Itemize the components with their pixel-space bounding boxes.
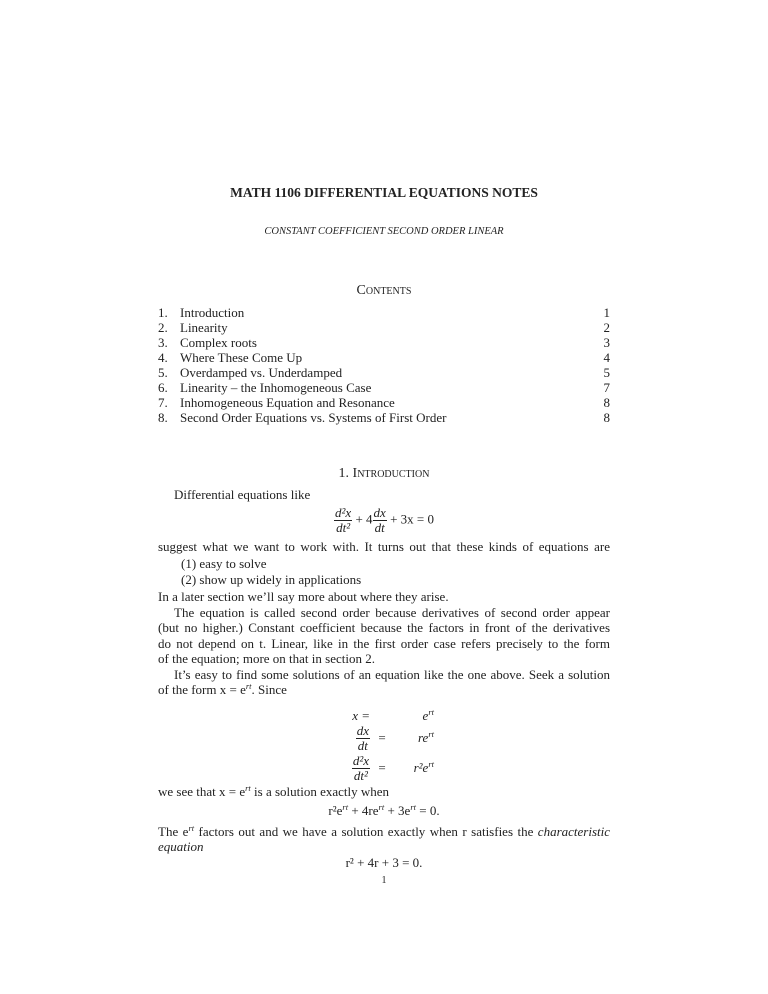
toc-entry[interactable] [158, 305, 610, 320]
toc-page: 4 [603, 349, 610, 365]
toc-label: Linearity [180, 319, 228, 335]
toc-page: 3 [603, 334, 610, 350]
denominator: dt [357, 737, 368, 753]
toc-label: Second Order Equations vs. Systems of First Order [180, 409, 447, 425]
numerator: dx [356, 722, 369, 738]
equation [158, 506, 610, 535]
toc-num: 1. [158, 304, 168, 320]
toc-entry[interactable] [158, 395, 610, 410]
equation-array [290, 708, 610, 783]
toc-num: 3. [158, 334, 168, 350]
paragraph-line: The equation is called second order because derivatives of second order appear [174, 604, 610, 620]
text: of the form x = e [158, 682, 246, 697]
equals: = [378, 730, 386, 745]
emphasis: characteristic [537, 823, 611, 839]
rhs-base: r²e [413, 759, 429, 775]
toc-label: Introduction [180, 304, 245, 320]
paragraph: suggest what we want to work with. It turns out that these kinds of equations are [158, 538, 610, 554]
superscript: rt [428, 729, 434, 739]
toc-entry[interactable] [158, 365, 610, 380]
rhs-base: e [422, 707, 429, 723]
numerator: d²x [335, 504, 352, 520]
text: factors out and we have a solution exactly when r satisfies the [194, 823, 538, 839]
toc-num: 5. [158, 364, 168, 380]
toc-entry[interactable] [158, 380, 610, 395]
paragraph-line [158, 824, 610, 840]
denominator: dt [374, 519, 385, 535]
toc-label: Inhomogeneous Equation and Resonance [180, 394, 395, 410]
toc-entry[interactable] [158, 410, 610, 425]
paragraph-line: of the equation; more on that in section 2. [158, 651, 375, 666]
text: we see that x = e [158, 783, 246, 799]
toc-num: 8. [158, 409, 168, 425]
lhs: x = [352, 707, 370, 723]
superscript: rt [428, 758, 434, 769]
toc-page: 8 [603, 394, 610, 410]
lhs [290, 754, 370, 783]
superscript: rt [342, 802, 349, 812]
eq-term: r²e [328, 803, 343, 818]
toc-num: 6. [158, 379, 168, 395]
superscript: rt [410, 802, 416, 812]
toc-page: 7 [603, 379, 610, 395]
superscript: rt [188, 822, 195, 833]
toc-label: Complex roots [180, 334, 257, 350]
document-subtitle: CONSTANT COEFFICIENT SECOND ORDER LINEAR [264, 225, 504, 237]
paragraph: In a later section we’ll say more about where they arise. [158, 589, 449, 604]
section-heading: 1. Introduction [338, 465, 430, 481]
toc-label: Overdamped vs. Underdamped [180, 364, 343, 380]
toc-num: 2. [158, 319, 168, 335]
denominator: dt² [353, 767, 368, 783]
toc-page: 2 [603, 319, 610, 335]
contents-heading: Contents [356, 283, 412, 298]
toc-label: Where These Come Up [180, 349, 303, 365]
toc-num: 4. [158, 349, 168, 365]
text: . Since [251, 682, 287, 697]
toc-page: 5 [603, 364, 610, 380]
equation [158, 803, 610, 819]
toc-entry[interactable] [158, 320, 610, 335]
toc-num: 7. [158, 394, 168, 410]
page-number: 1 [381, 875, 387, 886]
eq-term: = 0. [415, 803, 440, 818]
numerator: dx [373, 504, 386, 520]
eq-term: + 3e [384, 803, 411, 818]
table-of-contents [158, 305, 610, 425]
eq-term: + 4 [355, 510, 373, 526]
paragraph-line: It’s easy to find some solutions of an equation like the one above. Seek a solution [174, 666, 610, 682]
paragraph-line [158, 682, 610, 698]
eq-term: + 3x = 0 [390, 510, 434, 526]
paragraph-line: do not depend on t. Linear, like in the first order case refers precisely to the form [158, 635, 610, 651]
paragraph: Differential equations like [174, 487, 311, 502]
paragraph-line [158, 784, 610, 800]
text: is a solution exactly when [250, 783, 390, 799]
superscript: rt [245, 681, 252, 691]
toc-label: Linearity – the Inhomogeneous Case [180, 379, 372, 395]
numerator: d²x [352, 752, 369, 768]
equation: r² + 4r + 3 = 0. [345, 854, 423, 870]
superscript: rt [378, 802, 385, 812]
document-body [158, 0, 610, 889]
list-item: (1) easy to solve [181, 556, 267, 571]
rhs [394, 760, 434, 776]
rhs [394, 730, 434, 746]
lhs [290, 724, 370, 753]
toc-page: 8 [603, 409, 610, 425]
emphasis: equation [158, 839, 204, 854]
toc-entry[interactable] [158, 350, 610, 365]
text: The e [158, 823, 189, 839]
paragraph-line: (but no higher.) Constant coefficient because the factors in front of the derivatives [158, 620, 610, 635]
superscript: rt [245, 782, 251, 793]
rhs [394, 708, 434, 724]
list-item: (2) show up widely in applications [181, 571, 362, 587]
document-title: MATH 1106 DIFFERENTIAL EQUATIONS NOTES [230, 185, 538, 200]
equals: = [378, 759, 386, 775]
toc-entry[interactable] [158, 335, 610, 350]
superscript: rt [428, 706, 434, 717]
eq-term: + 4re [348, 803, 379, 818]
toc-page: 1 [603, 304, 610, 320]
rhs-base: re [417, 730, 429, 745]
denominator: dt² [336, 519, 351, 535]
